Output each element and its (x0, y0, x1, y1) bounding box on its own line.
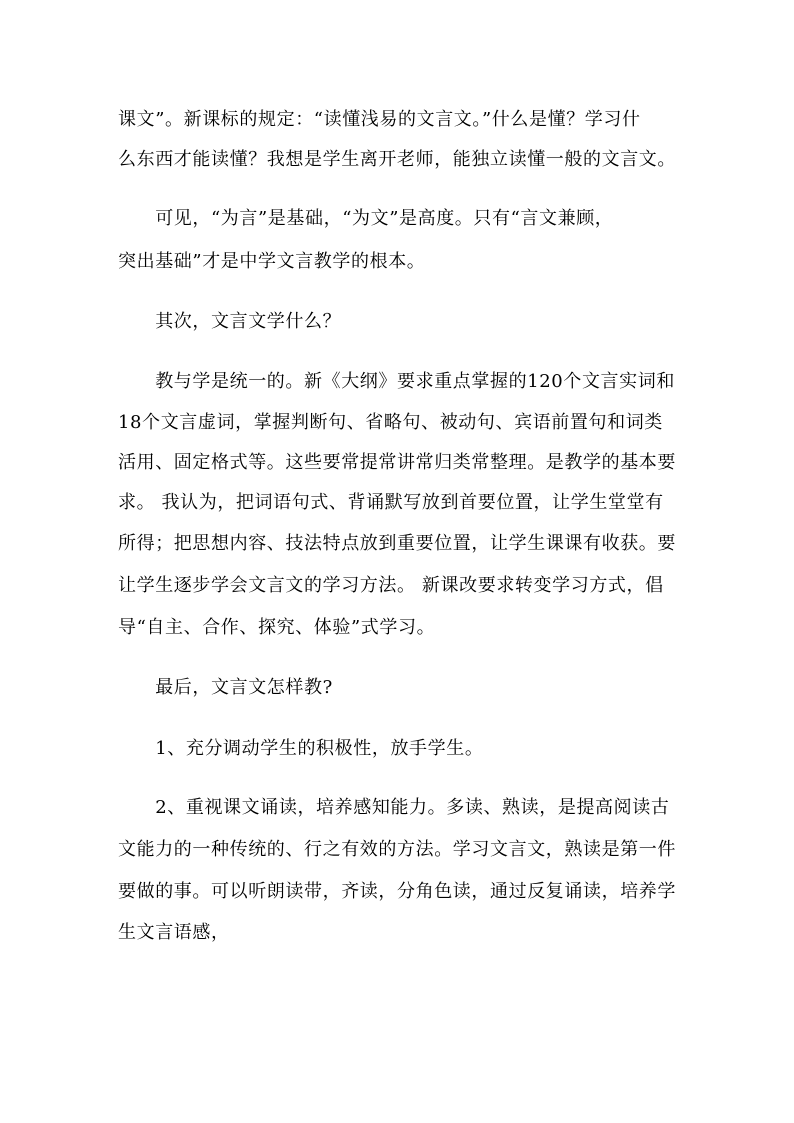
text-line: 可见，“为言”是基础，“为文”是高度。只有“言文兼顾， (118, 208, 614, 229)
text-line: 教与学是统一的。新《大纲》要求重点掌握的120个文言实词和 (118, 371, 675, 392)
text-line: 生文言语感， (118, 922, 230, 943)
list-item: 1、充分调动学生的积极性，放手学生。 (118, 738, 484, 759)
text-line: 活用、固定格式等。这些要常提常讲常归类常整理。是教学的基本要 (118, 452, 676, 473)
text-line: 么东西才能读懂？我想是学生离开老师，能独立读懂一般的文言文。 (118, 149, 676, 170)
list-item: 2、重视课文诵读，培养感知能力。多读、熟读，是提高阅读古 (118, 797, 670, 818)
section-heading: 其次，文言文学什么？ (118, 311, 342, 332)
text-line: 导“自主、合作、探究、体验”式学习。 (118, 617, 436, 638)
text-line: 突出基础”才是中学文言教学的根本。 (118, 251, 426, 272)
text-line: 所得；把思想内容、技法特点放到重要位置，让学生课课有收获。要 (118, 533, 676, 554)
text-line: 让学生逐步学会文言文的学习方法。 新课改要求转变学习方式，倡 (118, 575, 664, 596)
text-line: 求。 我认为，把词语句式、背诵默写放到首要位置，让学生堂堂有 (118, 492, 664, 513)
section-heading: 最后，文言文怎样教? (118, 677, 333, 698)
text-line: 18个文言虚词，掌握判断句、省略句、被动句、宾语前置句和词类 (118, 412, 663, 433)
text-line: 要做的事。可以听朗读带，齐读，分角色读，通过反复诵读，培养学 (118, 881, 676, 902)
text-line: 文能力的一种传统的、行之有效的方法。学习文言文，熟读是第一件 (118, 839, 676, 860)
text-line: 课文”。新课标的规定：“读懂浅易的文言文。”什么是懂？学习什 (118, 109, 641, 130)
